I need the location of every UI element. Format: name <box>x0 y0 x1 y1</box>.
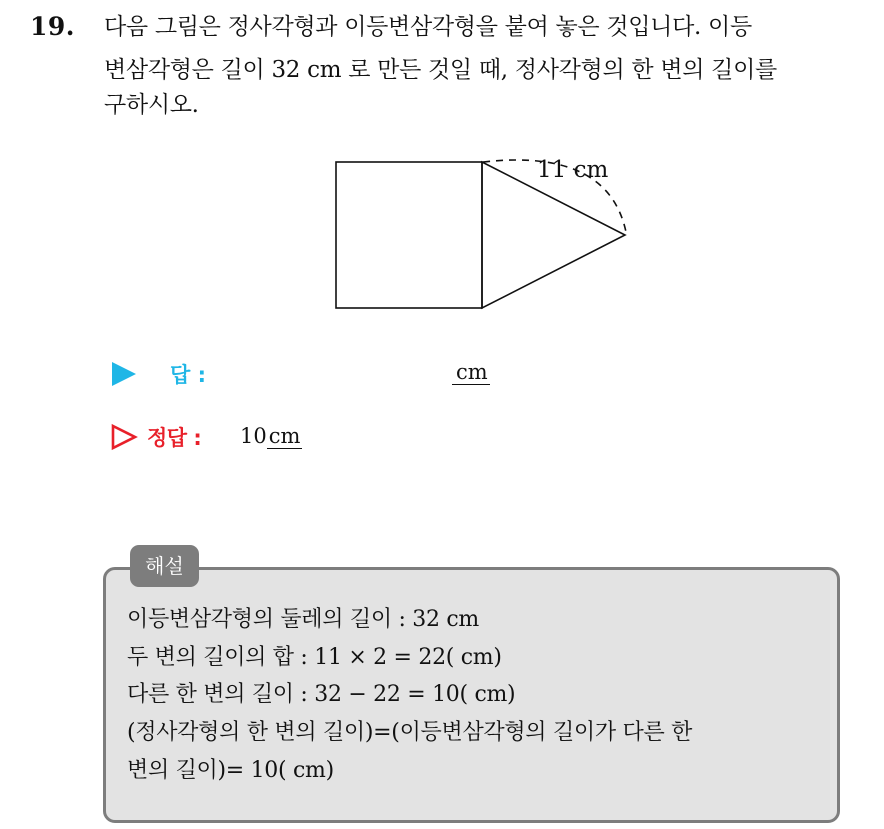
question-text-line-3: 구하시오. <box>104 92 199 118</box>
explanation-line-3: 다른 한 변의 길이 : 32 − 22 = 10( cm) <box>127 682 516 707</box>
question-text-line-1: 다음 그림은 정사각형과 이등변삼각형을 붙여 놓은 것입니다. 이등 <box>104 14 752 40</box>
correct-answer-value <box>240 424 302 448</box>
explanation-line-5: 변의 길이)= 10( cm) <box>127 758 334 783</box>
correct-answer-number: 10 <box>240 424 267 448</box>
side-length-label: 11 cm <box>537 157 609 183</box>
correct-answer-unit: cm <box>268 424 301 448</box>
question-text-line-2: 변삼각형은 길이 32 cm 로 만든 것일 때, 정사각형의 한 변의 길이를 <box>104 57 777 83</box>
explanation-line-4: (정사각형의 한 변의 길이)=(이등변삼각형의 길이가 다른 한 <box>127 720 693 745</box>
correct-arrow-icon <box>110 423 138 451</box>
answer-label: 답 : <box>170 363 206 387</box>
answer-blank-unit[interactable]: cm <box>452 360 490 385</box>
explanation-tab: 해설 <box>130 545 199 587</box>
square-shape <box>336 162 482 308</box>
explanation-line-1: 이등변삼각형의 둘레의 길이 : 32 cm <box>127 607 479 632</box>
question-number: 19. <box>30 12 75 41</box>
answer-arrow-icon <box>110 360 138 388</box>
isosceles-triangle-shape <box>482 162 625 308</box>
geometry-figure <box>0 0 884 340</box>
correct-answer-label: 정답 : <box>147 426 202 450</box>
explanation-line-2: 두 변의 길이의 합 : 11 × 2 = 22( cm) <box>127 645 502 670</box>
